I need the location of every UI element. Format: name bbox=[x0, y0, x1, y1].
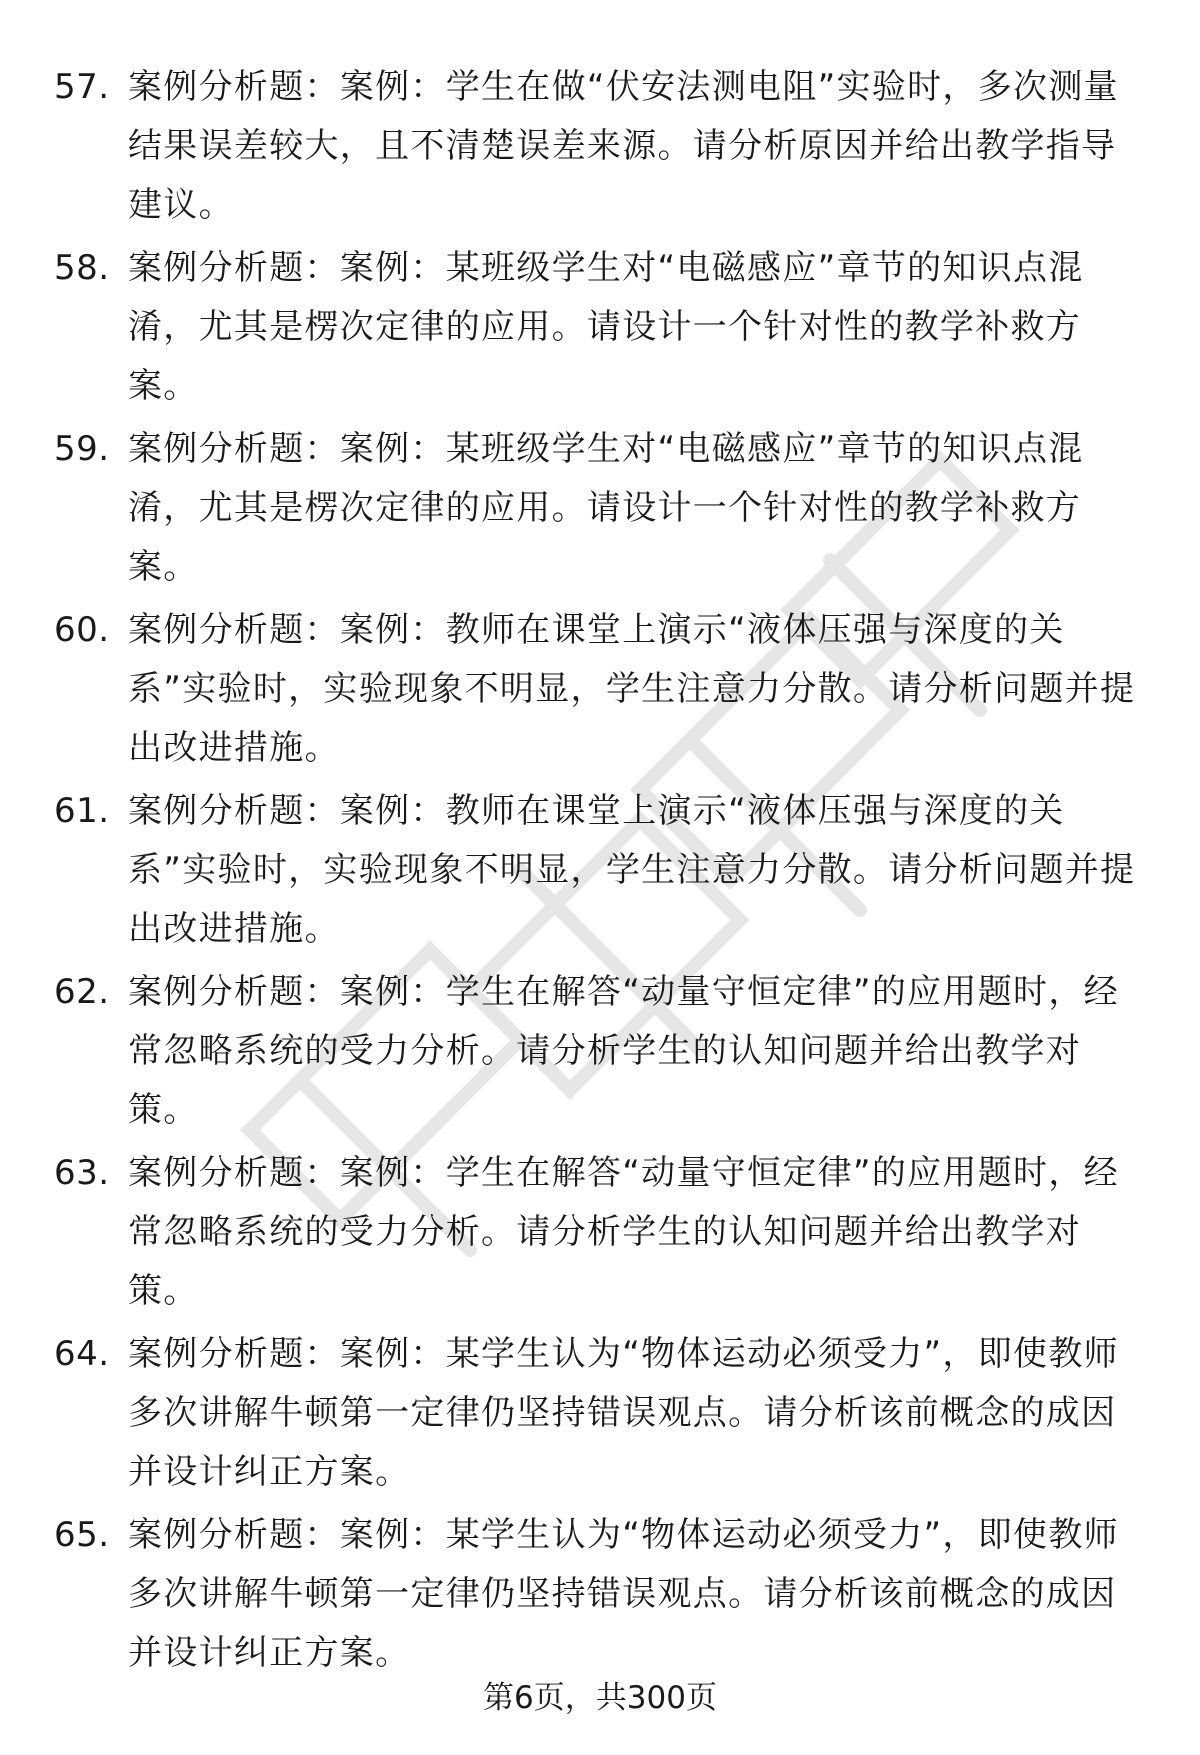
page-indicator: 第6页，共300页 bbox=[483, 1680, 717, 1716]
question-text: 案例分析题：案例：教师在课堂上演示“液体压强与深度的关系”实验时，实验现象不明显，学生注意力分散。请分析问题并提出改进措施。 bbox=[128, 791, 1136, 949]
question-number: 59. bbox=[54, 429, 110, 469]
question-number: 64. bbox=[54, 1334, 110, 1374]
question-number: 57. bbox=[54, 67, 110, 107]
question-item bbox=[0, 601, 1200, 782]
question-number: 58. bbox=[54, 248, 110, 288]
question-item bbox=[0, 782, 1200, 963]
question-number: 60. bbox=[54, 610, 110, 650]
question-text: 案例分析题：案例：学生在解答“动量守恒定律”的应用题时，经常忽略系统的受力分析。请分析学生的认知问题并给出教学对策。 bbox=[128, 972, 1119, 1130]
question-text: 案例分析题：案例：某班级学生对“电磁感应”章节的知识点混淆，尤其是楞次定律的应用。请设计一个针对性的教学补救方案。 bbox=[128, 248, 1084, 406]
question-list bbox=[0, 58, 1200, 1687]
question-text: 案例分析题：案例：教师在课堂上演示“液体压强与深度的关系”实验时，实验现象不明显，学生注意力分散。请分析问题并提出改进措施。 bbox=[128, 610, 1136, 768]
question-text: 案例分析题：案例：学生在解答“动量守恒定律”的应用题时，经常忽略系统的受力分析。请分析学生的认知问题并给出教学对策。 bbox=[128, 1153, 1119, 1311]
question-number: 62. bbox=[54, 972, 110, 1012]
question-text: 案例分析题：案例：某学生认为“物体运动必须受力”，即使教师多次讲解牛顿第一定律仍坚持错误观点。请分析该前概念的成因并设计纠正方案。 bbox=[128, 1334, 1119, 1492]
question-text: 案例分析题：案例：学生在做“伏安法测电阻”实验时，多次测量结果误差较大，且不清楚误差来源。请分析原因并给出教学指导建议。 bbox=[128, 67, 1119, 225]
question-number: 63. bbox=[54, 1153, 110, 1193]
question-number: 61. bbox=[54, 791, 110, 831]
question-item bbox=[0, 58, 1200, 239]
question-item bbox=[0, 963, 1200, 1144]
question-item bbox=[0, 420, 1200, 601]
question-item bbox=[0, 1325, 1200, 1506]
question-text: 案例分析题：案例：某班级学生对“电磁感应”章节的知识点混淆，尤其是楞次定律的应用。请设计一个针对性的教学补救方案。 bbox=[128, 429, 1084, 587]
question-item bbox=[0, 239, 1200, 420]
question-number: 65. bbox=[54, 1515, 110, 1555]
question-item bbox=[0, 1144, 1200, 1325]
question-text: 案例分析题：案例：某学生认为“物体运动必须受力”，即使教师多次讲解牛顿第一定律仍坚持错误观点。请分析该前概念的成因并设计纠正方案。 bbox=[128, 1515, 1119, 1673]
question-item bbox=[0, 1506, 1200, 1687]
